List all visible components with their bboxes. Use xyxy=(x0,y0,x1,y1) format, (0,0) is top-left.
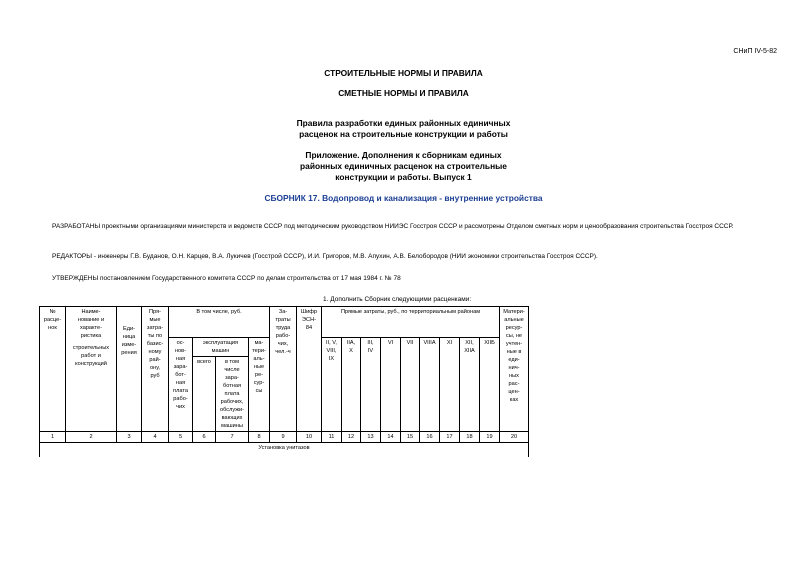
header-region-3 xyxy=(361,338,381,432)
column-number-10: 10 xyxy=(297,432,322,443)
header-line: XIIБ xyxy=(484,340,495,346)
header-machines-total: всего xyxy=(193,357,216,432)
column-number-3: 3 xyxy=(117,432,142,443)
header-line: нов- xyxy=(174,348,187,354)
header-line: рабо- xyxy=(173,396,188,402)
column-number-13: 13 xyxy=(361,432,381,443)
header-line: ница xyxy=(122,334,136,340)
column-number-6: 6 xyxy=(193,432,216,443)
header-line: в том xyxy=(225,359,239,365)
heading-collection: СБОРНИК 17. Водопровод и канализация - внутренние устройства xyxy=(264,193,543,203)
header-line: XIIA xyxy=(464,348,475,354)
header-line: нок xyxy=(48,325,57,331)
header-line: аль- xyxy=(253,356,265,362)
header-including: В том числе, руб. xyxy=(169,307,270,338)
header-line: IIA, xyxy=(346,340,356,346)
heading-building-norms: СТРОИТЕЛЬНЫЕ НОРМЫ И ПРАВИЛА xyxy=(324,68,483,78)
header-line: сы, не xyxy=(505,333,523,339)
header-line: еди- xyxy=(508,357,520,363)
header-line: зара- xyxy=(225,375,239,381)
header-line: конструкций xyxy=(75,361,107,367)
header-line: ты по xyxy=(147,333,163,339)
header-line: ботная xyxy=(223,383,241,389)
header-line: VII xyxy=(406,340,414,346)
header-line: чих, xyxy=(277,341,289,347)
header-name xyxy=(66,307,117,432)
header-line: Еди- xyxy=(123,326,135,332)
header-line: VIII, xyxy=(326,348,337,354)
header-region-4 xyxy=(381,338,401,432)
heading-appendix-line-2: районных единичных расценок на строительные xyxy=(300,161,507,171)
header-line: Пря- xyxy=(149,309,161,315)
header-region-1 xyxy=(322,338,342,432)
header-line: мые xyxy=(149,317,161,323)
header-line: бот- xyxy=(175,372,186,378)
header-line: ных xyxy=(509,373,519,379)
header-line: машины xyxy=(221,423,243,429)
header-line: вающих xyxy=(221,415,243,421)
header-line: II, V, xyxy=(326,340,337,346)
header-line: сур- xyxy=(253,380,265,386)
header-line: Шифр xyxy=(301,309,317,315)
header-unaccounted-resources xyxy=(500,307,529,432)
paragraph-approved: УТВЕРЖДЕНЫ постановлением Государственного комитета СССР по делам строительства от 17 мая 1984 г. № 78 xyxy=(52,275,401,282)
table-empty-row xyxy=(40,453,529,457)
column-number-15: 15 xyxy=(401,432,420,443)
header-line: ре- xyxy=(254,372,264,378)
header-line: чел.-ч xyxy=(275,349,291,355)
column-number-5: 5 xyxy=(169,432,193,443)
header-base-wage xyxy=(169,338,193,432)
column-number-8: 8 xyxy=(249,432,270,443)
header-line: ная xyxy=(175,380,186,386)
heading-rules-line-2: расценок на строительные конструкции и работы xyxy=(299,129,508,139)
header-line: За- xyxy=(278,309,288,315)
header-line: обслужи- xyxy=(220,407,244,413)
header-line: Наиме- xyxy=(81,309,101,315)
header-line: XI xyxy=(446,340,453,346)
header-line: нование и xyxy=(77,317,105,323)
header-region-2 xyxy=(342,338,361,432)
header-line: сы xyxy=(255,388,263,394)
header-line: рас- xyxy=(508,381,520,387)
header-line: XII, xyxy=(465,340,474,346)
column-number-12: 12 xyxy=(342,432,361,443)
table-column-numbers-row xyxy=(40,432,529,443)
header-line: плата xyxy=(224,391,240,397)
header-line: рения xyxy=(121,350,137,356)
header-line: труда xyxy=(275,325,291,331)
header-region-5 xyxy=(401,338,420,432)
header-line: нич- xyxy=(508,365,520,371)
column-number-1: 1 xyxy=(40,432,66,443)
paragraph-developed: РАЗРАБОТАНЫ проектными организациями министерств и ведомств СССР под методическим руководством НИИЭС Госстроя СССР и рассмотрены Отделом сметных норм и ценообразования строительства Госстроя СССР. xyxy=(52,223,734,230)
header-code xyxy=(297,307,322,432)
header-region-6 xyxy=(420,338,440,432)
header-line: ному xyxy=(148,349,162,355)
header-line: X xyxy=(349,348,353,354)
column-number-18: 18 xyxy=(460,432,480,443)
header-line: ная xyxy=(175,356,186,362)
header-region-7 xyxy=(440,338,460,432)
heading-appendix-line-3: конструкции и работы. Выпуск 1 xyxy=(335,172,472,182)
column-number-4: 4 xyxy=(142,432,169,443)
header-line: ресур- xyxy=(505,325,523,331)
header-line: учтен- xyxy=(505,341,523,347)
column-number-2: 2 xyxy=(66,432,117,443)
rates-table xyxy=(39,306,529,457)
header-line: ках xyxy=(509,397,519,403)
heading-appendix-line-1: Приложение. Дополнения к сборникам единых xyxy=(305,150,502,160)
header-line: IX xyxy=(328,356,335,362)
header-line: № xyxy=(49,309,56,315)
column-number-20: 20 xyxy=(500,432,529,443)
header-line: альные xyxy=(504,317,524,323)
header-line: руб xyxy=(150,373,160,379)
header-line: ЭСН- xyxy=(302,317,316,323)
header-line: траты xyxy=(275,317,291,323)
document-code: СНиП IV-5-82 xyxy=(733,48,777,55)
header-line: работ и xyxy=(81,353,101,359)
header-labor xyxy=(270,307,297,432)
column-number-17: 17 xyxy=(440,432,460,443)
header-line: числе xyxy=(224,367,240,373)
header-line: ристика xyxy=(80,333,102,339)
header-rate-number xyxy=(40,307,66,432)
column-number-7: 7 xyxy=(216,432,249,443)
header-line: изме- xyxy=(121,342,137,348)
header-line: расце- xyxy=(43,317,62,323)
column-number-19: 19 xyxy=(480,432,500,443)
header-line: ные xyxy=(253,364,265,370)
heading-rules xyxy=(0,118,807,140)
header-line: ону, xyxy=(150,365,160,371)
heading-appendix xyxy=(0,150,807,183)
header-machines-wage xyxy=(216,357,249,432)
header-line: рабочих, xyxy=(220,399,244,405)
header-line: VIIIA xyxy=(423,340,436,346)
header-line: плата xyxy=(173,388,188,394)
table-caption: 1. Дополнить Сборник следующими расценками: xyxy=(323,296,472,303)
paragraph-editors: РЕДАКТОРЫ - инженеры Г.В. Буданов, О.Н. Карцев, В.А. Лукичев (Госстрой СССР), И.И. Григоров, М.В. Апухин, А.В. Белобородов (НИИ экономики строительства Госстроя СССР). xyxy=(52,253,598,260)
header-region-8 xyxy=(460,338,480,432)
header-line: ные в xyxy=(506,349,522,355)
header-line: ос- xyxy=(176,340,185,346)
header-line: затра- xyxy=(146,325,164,331)
header-unit xyxy=(117,307,142,432)
table-header-row-1 xyxy=(40,307,529,338)
header-line: тери- xyxy=(252,348,266,354)
column-number-11: 11 xyxy=(322,432,342,443)
header-machines: эксплуатация машин xyxy=(193,338,249,357)
header-line: чих xyxy=(176,404,185,410)
header-regions: Прямые затраты, руб., по территориальным районам xyxy=(322,307,500,338)
header-line: рабо- xyxy=(275,333,291,339)
header-line: строительных xyxy=(72,345,110,351)
header-line: рай- xyxy=(149,357,161,363)
header-materials xyxy=(249,338,270,432)
header-line: Матери- xyxy=(503,309,525,315)
header-line: ма- xyxy=(254,340,264,346)
column-number-16: 16 xyxy=(420,432,440,443)
header-line: VI xyxy=(387,340,394,346)
header-line: зара- xyxy=(173,364,188,370)
header-line: III, xyxy=(367,340,374,346)
table-section-row xyxy=(40,443,529,454)
column-number-9: 9 xyxy=(270,432,297,443)
header-line: 84 xyxy=(305,325,313,331)
header-region-9 xyxy=(480,338,500,432)
header-line: цен- xyxy=(508,389,520,395)
header-line: базис- xyxy=(146,341,164,347)
header-direct-cost xyxy=(142,307,169,432)
heading-estimate-norms: СМЕТНЫЕ НОРМЫ И ПРАВИЛА xyxy=(338,88,469,98)
header-line: характе- xyxy=(79,325,103,331)
column-number-14: 14 xyxy=(381,432,401,443)
heading-rules-line-1: Правила разработки единых районных единичных xyxy=(296,118,511,128)
header-line: IV xyxy=(367,348,374,354)
section-title: Установка унитазов xyxy=(40,443,529,454)
